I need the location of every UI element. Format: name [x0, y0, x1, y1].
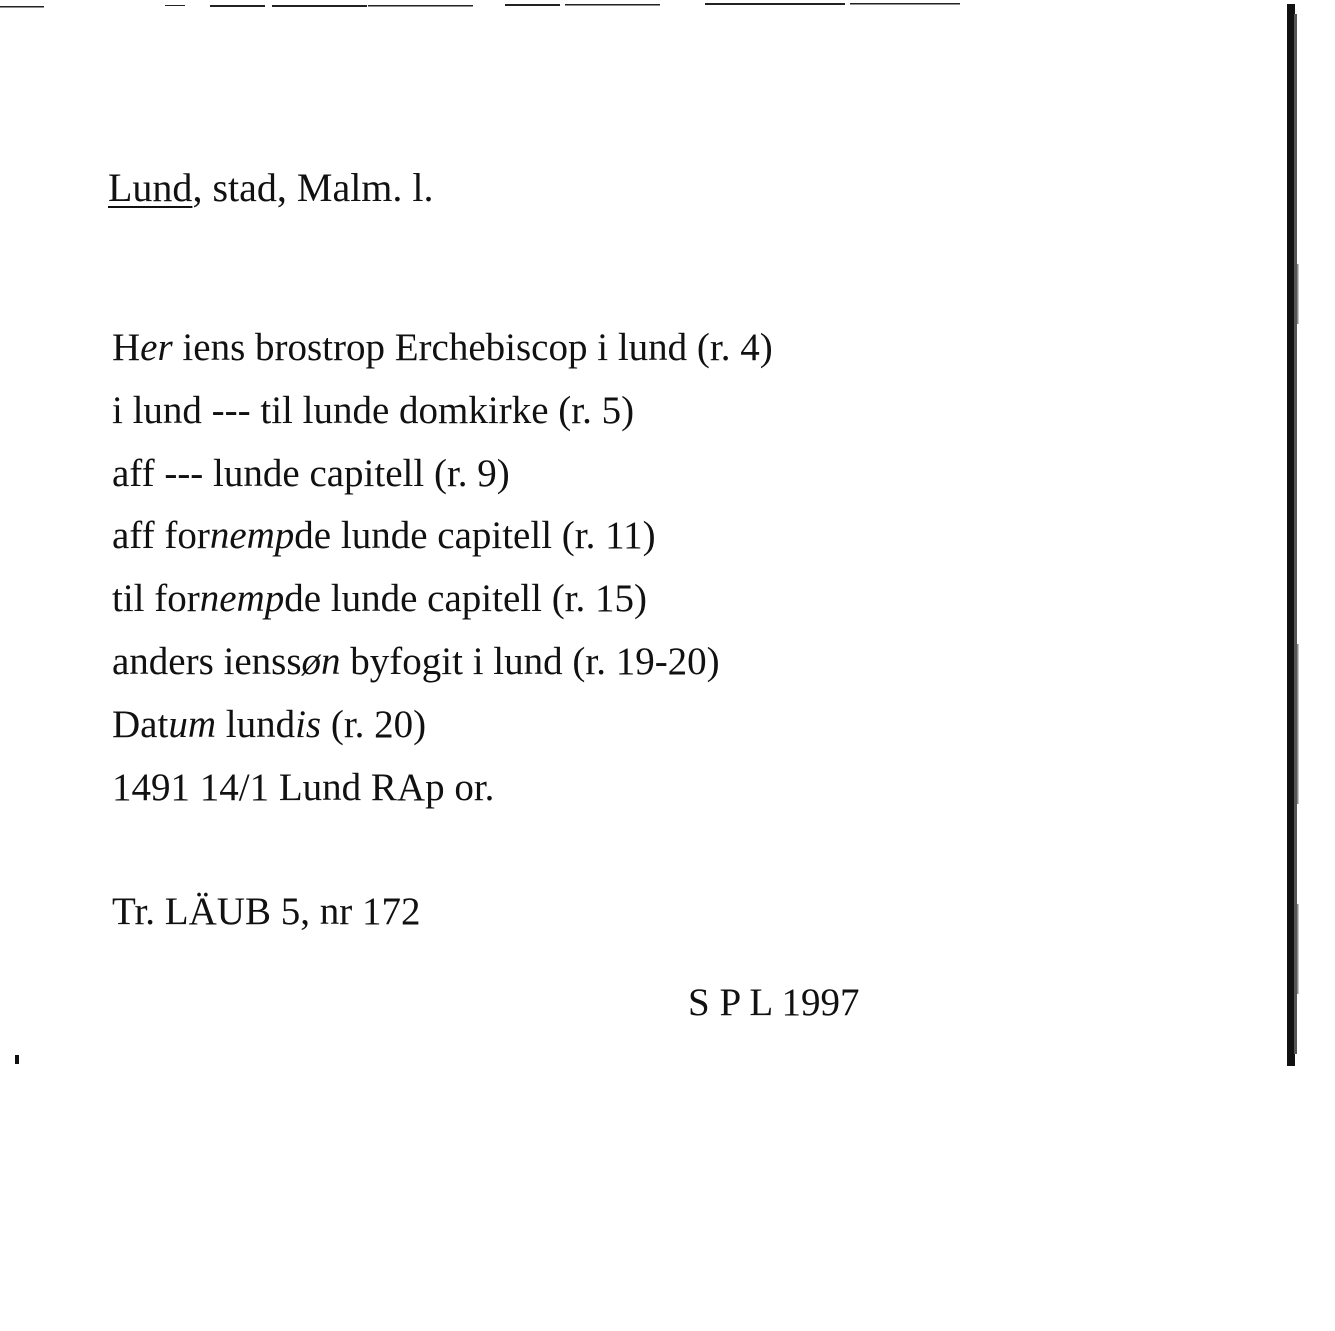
citation-list: [112, 322, 773, 762]
heading-place-details: , stad, Malm. l.: [192, 165, 434, 210]
scan-dust-speck: [15, 1055, 19, 1064]
scan-top-edge-artifact: [0, 0, 960, 8]
citation-line: [112, 636, 773, 699]
citation-line: [112, 699, 773, 762]
scan-right-edge-rule: [1287, 4, 1303, 1066]
citation-text-run: Dat: [112, 702, 169, 746]
citation-text-run: aff for: [112, 514, 210, 558]
signature-line: S P L 1997: [688, 981, 860, 1024]
citation-text-run: lund: [215, 702, 296, 746]
citation-italic-run: nemp: [209, 514, 295, 558]
date-and-source-line: 1491 14/1 Lund RAp or.: [112, 766, 495, 809]
citation-text-run: (r. 20): [321, 702, 427, 746]
citation-text-run: i lund --- til lunde domkirke (r. 5): [112, 388, 635, 432]
card-heading: [108, 164, 434, 212]
citation-italic-run: er: [140, 326, 173, 369]
citation-line: [112, 322, 773, 385]
citation-text-run: til for: [112, 577, 200, 621]
citation-text-run: H: [112, 326, 141, 369]
print-reference: Tr. LÄUB 5, nr 172: [112, 890, 421, 933]
citation-text-run: byfogit i lund (r. 19-20): [340, 639, 720, 683]
citation-italic-run: is: [295, 702, 322, 746]
citation-line: [112, 385, 773, 448]
citation-line: [112, 448, 773, 511]
citation-text-run: de lunde capitell (r. 15): [284, 577, 648, 621]
citation-text-run: iens brostrop Erchebiscop i lund (r. 4): [172, 326, 773, 369]
citation-line: [112, 573, 773, 636]
citation-text-run: de lunde capitell (r. 11): [294, 514, 656, 558]
citation-text-run: aff --- lunde capitell (r. 9): [112, 451, 510, 495]
citation-italic-run: um: [168, 702, 216, 746]
citation-italic-run: øn: [301, 639, 341, 683]
citation-italic-run: nemp: [199, 577, 285, 621]
heading-place-name: Lund: [108, 165, 193, 210]
citation-line: [112, 510, 773, 573]
citation-text-run: anders ienss: [112, 639, 302, 683]
